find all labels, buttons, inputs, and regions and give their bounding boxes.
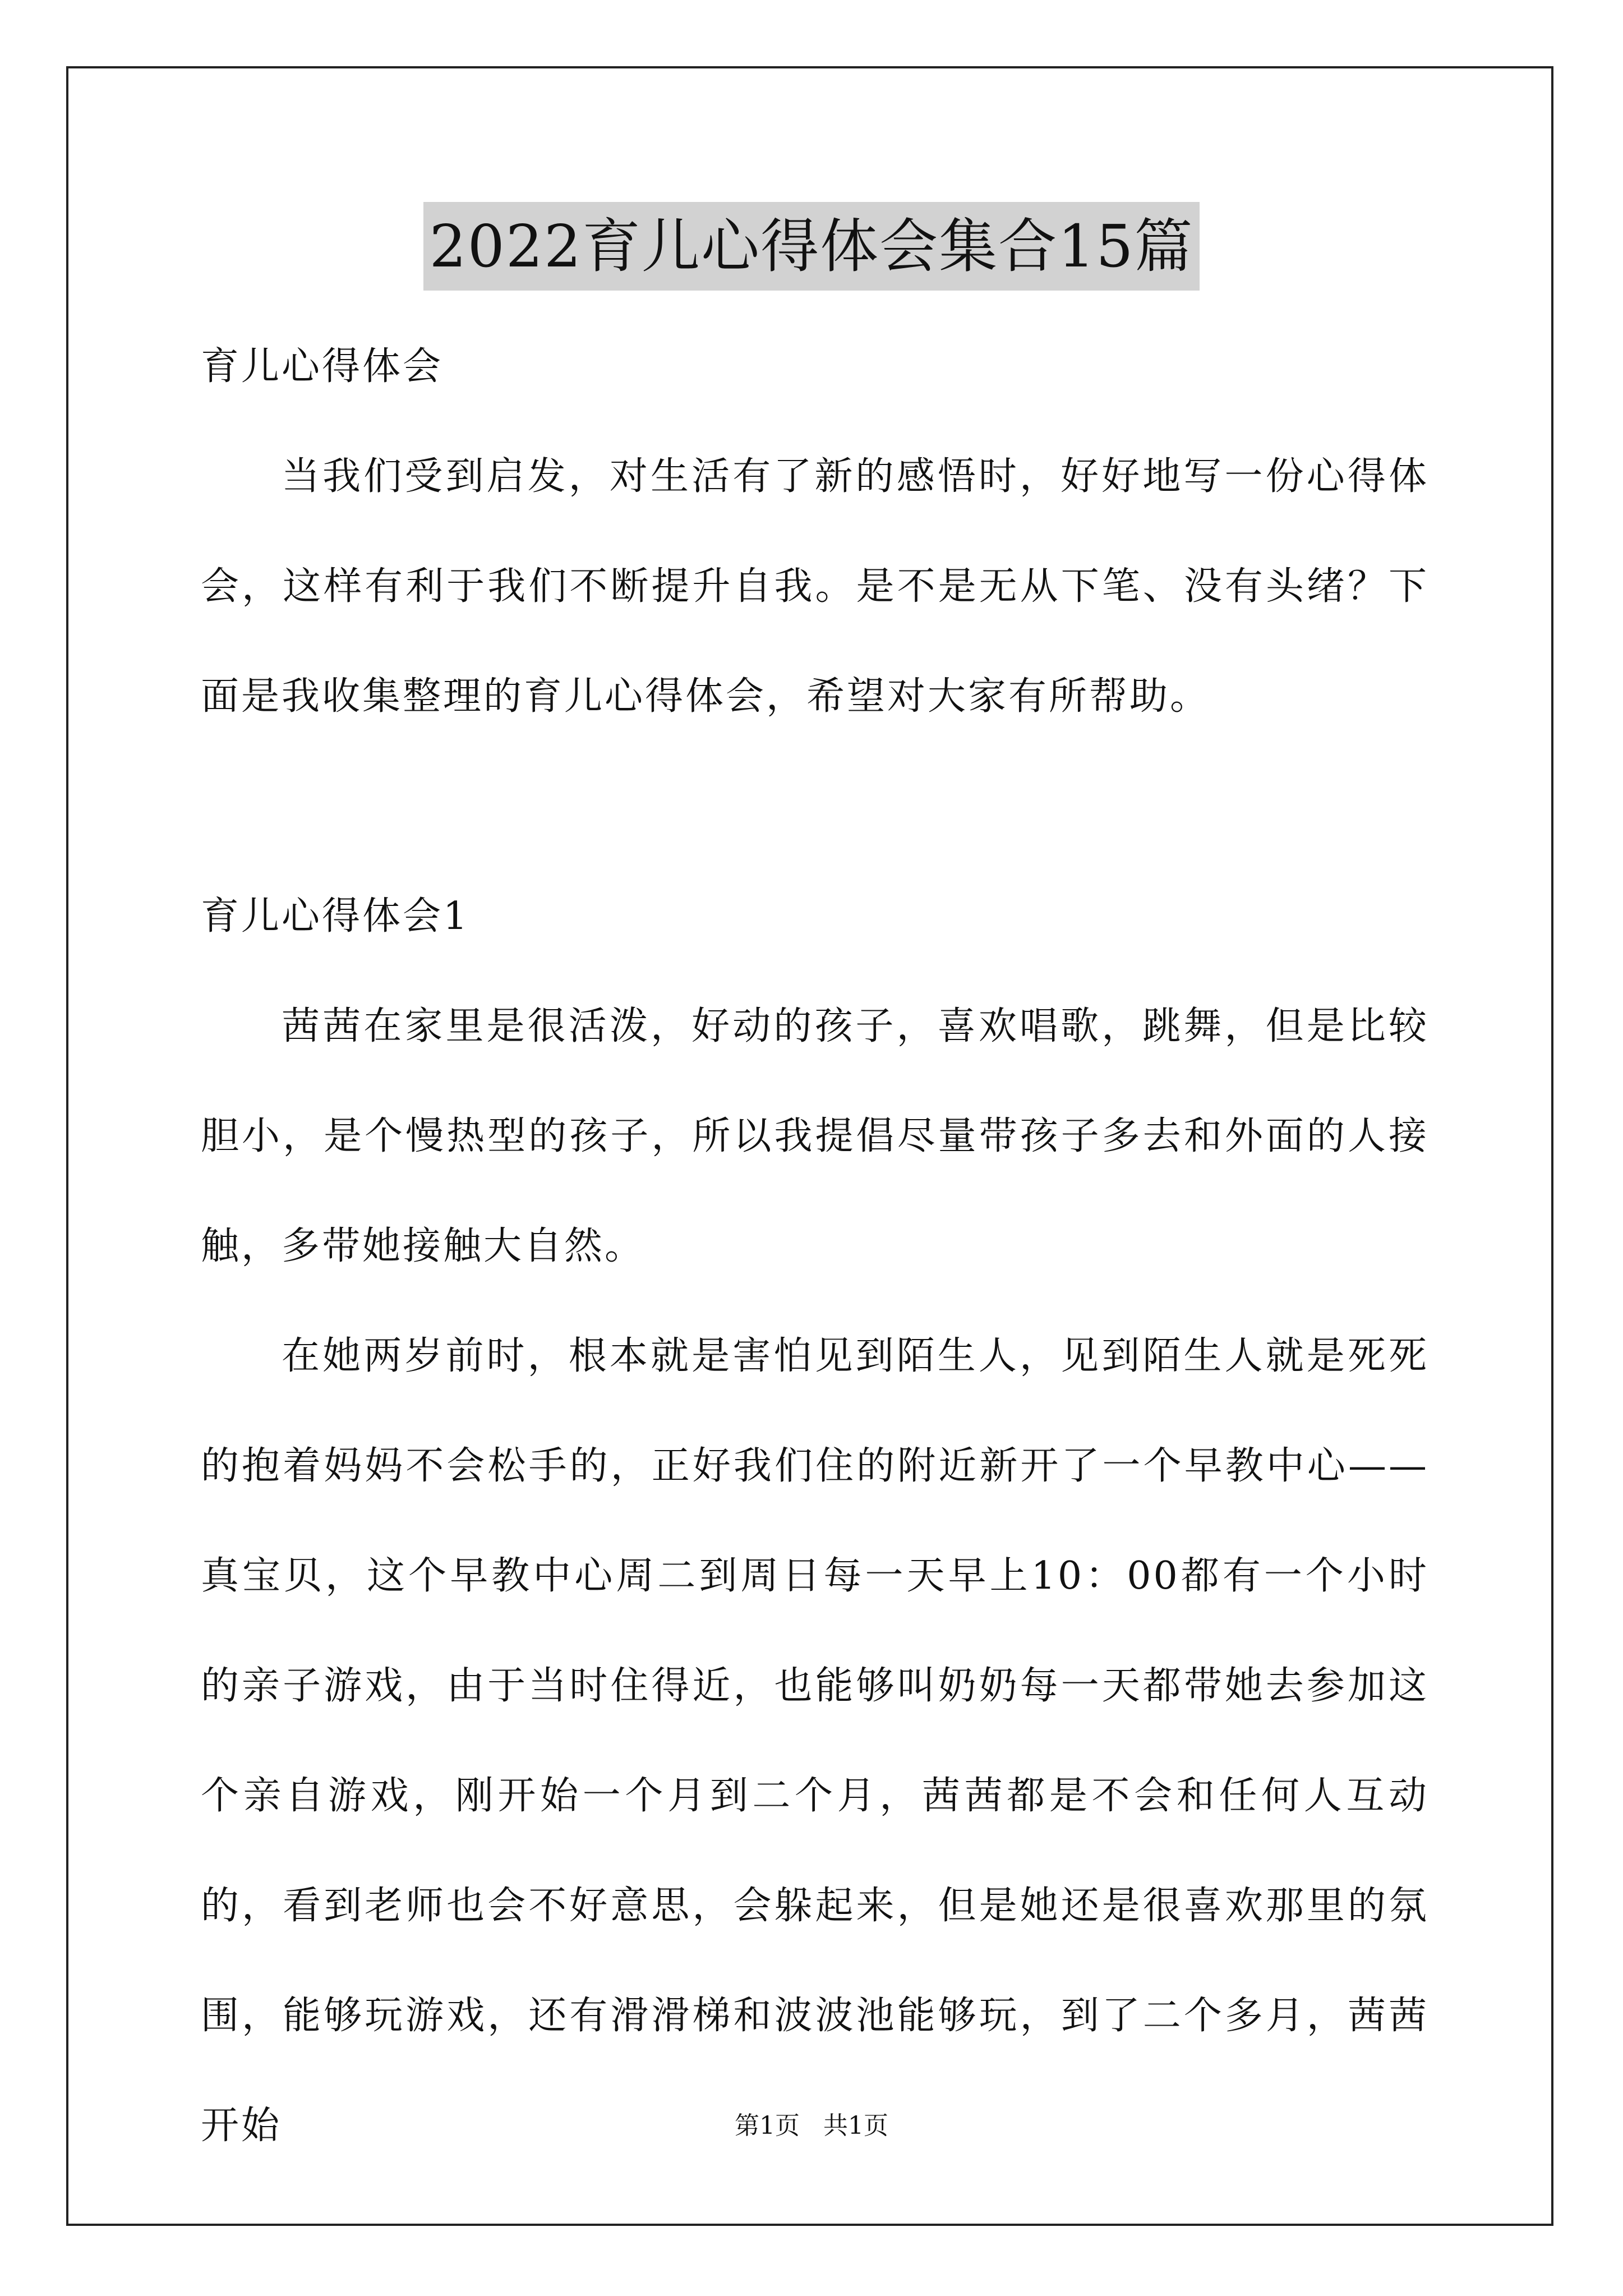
page-number-current: 第1页	[735, 2111, 800, 2140]
page-number-total: 共1页	[823, 2111, 888, 2140]
page-footer	[0, 2109, 1623, 2143]
section-heading-intro: 育儿心得体会	[201, 344, 444, 389]
document-body	[201, 312, 1429, 2181]
body-paragraph-2: 在她两岁前时，根本就是害怕见到陌生人，见到陌生人就是死死的抱着妈妈不会松手的，正好我们住的附近新开了一个早教中心——真宝贝，这个早教中心周二到周日每一天早上10：00都有一个小时的亲子游戏，由于当时住得近，也能够叫奶奶每一天都带她去参加这个亲自游戏，刚开始一个月到二个月，茜茜都是不会和任何人互动的，看到老师也会不好意思，会躲起来，但是她还是很喜欢那里的氛围，能够玩游戏，还有滑滑梯和波波池能够玩，到了二个多月，茜茜开始	[201, 1334, 1429, 2148]
section-heading-1: 育儿心得体会1	[201, 894, 470, 938]
intro-paragraph: 当我们受到启发，对生活有了新的感悟时，好好地写一份心得体会，这样有利于我们不断提升自我。是不是无从下笔、没有头绪？下面是我收集整理的育儿心得体会，希望对大家有所帮助。	[201, 454, 1429, 719]
document-title: 2022育儿心得体会集合15篇	[423, 202, 1199, 291]
title-wrap	[0, 202, 1623, 291]
section-gap	[201, 752, 1429, 862]
body-paragraph-1: 茜茜在家里是很活泼，好动的孩子，喜欢唱歌，跳舞，但是比较胆小，是个慢热型的孩子，所以我提倡尽量带孩子多去和外面的人接触，多带她接触大自然。	[201, 1004, 1429, 1268]
footer-separator	[800, 2111, 823, 2140]
